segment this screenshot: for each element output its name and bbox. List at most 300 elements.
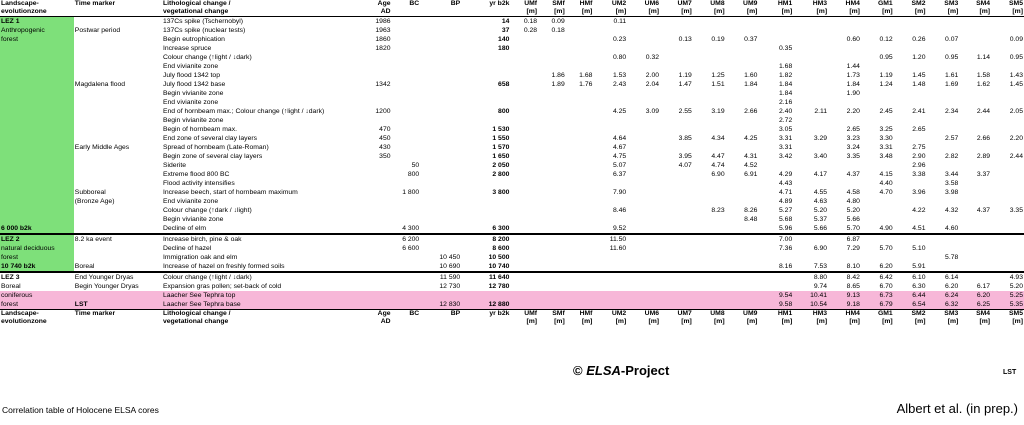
depth-sm2: 6.10 bbox=[894, 272, 927, 282]
depth-hm1: 8.16 bbox=[779, 263, 793, 270]
core-name: SMf bbox=[552, 310, 565, 317]
depth-hm3 bbox=[793, 98, 828, 107]
zone-cell bbox=[0, 71, 74, 80]
depth-hm3: 10.54 bbox=[793, 300, 828, 310]
core-name: UM6 bbox=[644, 0, 660, 7]
depth-hm1: 4.89 bbox=[779, 198, 793, 205]
litho-change-cell: 137Cs spike (Tschernobyl) bbox=[162, 18, 244, 25]
depth-sm4 bbox=[959, 188, 991, 197]
age-bp-cell bbox=[420, 98, 461, 107]
depth-umf bbox=[510, 143, 538, 152]
depth-sm2: 2.65 bbox=[912, 126, 926, 133]
depth-gm1: 3.48 bbox=[879, 153, 893, 160]
age-b2k-cell: 1 530 bbox=[492, 126, 510, 133]
depth-um8: 4.47 bbox=[711, 153, 725, 160]
depth-um2 bbox=[593, 215, 627, 224]
depth-gm1 bbox=[861, 89, 894, 98]
depth-um2 bbox=[593, 89, 627, 98]
depth-hm3: 8.80 bbox=[793, 272, 828, 282]
litho-change-cell: Begin vivianite zone bbox=[162, 117, 224, 124]
age-b2k-cell: 2 050 bbox=[492, 162, 510, 169]
age-ad-cell: 1820 bbox=[375, 45, 391, 52]
depth-gm1: 6.20 bbox=[879, 263, 893, 270]
depth-sm5 bbox=[991, 244, 1024, 253]
depth-sm2: 6.54 bbox=[894, 300, 927, 310]
depth-hm3 bbox=[793, 143, 828, 152]
core-unit: [m] bbox=[1012, 318, 1023, 325]
time-marker-cell bbox=[74, 35, 162, 44]
core-unit: [m] bbox=[914, 318, 926, 325]
footer-core-um6 bbox=[627, 310, 660, 327]
depth-um6 bbox=[627, 244, 660, 253]
age-b2k-cell: 3 800 bbox=[492, 189, 510, 196]
depth-hmf bbox=[566, 188, 594, 197]
depth-umf bbox=[510, 262, 538, 272]
age-ad-cell bbox=[363, 234, 392, 244]
depth-um7: 4.07 bbox=[678, 162, 692, 169]
depth-um9: 4.25 bbox=[744, 135, 758, 142]
depth-smf bbox=[538, 253, 566, 262]
depth-hm1: 0.35 bbox=[779, 45, 793, 52]
depth-hmf bbox=[566, 272, 594, 282]
footer-core-sm3 bbox=[926, 310, 959, 327]
header-core-hm1 bbox=[758, 0, 793, 17]
age-bc-cell bbox=[392, 44, 421, 53]
depth-hm3: 10.41 bbox=[793, 291, 828, 300]
depth-hmf bbox=[566, 35, 594, 44]
depth-um6 bbox=[627, 197, 660, 206]
core-unit: [m] bbox=[816, 318, 828, 325]
depth-um9 bbox=[726, 89, 759, 98]
depth-hm1: 3.31 bbox=[779, 135, 793, 142]
age-bc-cell bbox=[392, 80, 421, 89]
age-b2k-cell: 10 740 bbox=[488, 263, 510, 270]
depth-um2 bbox=[593, 262, 627, 272]
table-row bbox=[0, 125, 1024, 134]
depth-sm4 bbox=[959, 62, 991, 71]
depth-um9 bbox=[726, 26, 759, 35]
depth-um9: 1.84 bbox=[744, 81, 758, 88]
age-bp-cell bbox=[420, 35, 461, 44]
header-litho-change: Lithological change / vegetational change bbox=[162, 0, 363, 17]
header-core-hmf bbox=[566, 0, 594, 17]
depth-sm3: 3.58 bbox=[945, 180, 959, 187]
depth-um7 bbox=[660, 224, 693, 234]
core-name: HM3 bbox=[812, 310, 828, 317]
table-row bbox=[0, 234, 1024, 244]
age-bc-cell bbox=[392, 143, 421, 152]
age-bc-cell bbox=[392, 125, 421, 134]
depth-hm1 bbox=[758, 161, 793, 170]
depth-um8: 1.25 bbox=[711, 72, 725, 79]
litho-change-cell: Spread of hornbeam (Late-Roman) bbox=[162, 144, 269, 151]
depth-um6 bbox=[627, 116, 660, 125]
time-marker-cell bbox=[74, 179, 162, 188]
table-row bbox=[0, 272, 1024, 282]
time-marker-cell: 8.2 ka event bbox=[74, 234, 162, 244]
zone-cell: LEZ 1 bbox=[0, 17, 74, 27]
depth-hm1: 2.16 bbox=[779, 99, 793, 106]
table-row bbox=[0, 161, 1024, 170]
depth-sm2: 6.44 bbox=[894, 291, 927, 300]
depth-um9 bbox=[726, 143, 759, 152]
age-b2k-cell bbox=[461, 215, 510, 224]
depth-um6 bbox=[627, 291, 660, 300]
depth-um7 bbox=[660, 125, 693, 134]
depth-umf bbox=[510, 161, 538, 170]
depth-um8 bbox=[693, 62, 726, 71]
depth-um2: 8.46 bbox=[612, 207, 627, 214]
depth-gm1: 2.45 bbox=[879, 108, 893, 115]
table-row bbox=[0, 188, 1024, 197]
depth-hmf bbox=[566, 17, 594, 27]
depth-hm4: 8.42 bbox=[828, 272, 861, 282]
depth-hm3: 4.17 bbox=[813, 171, 828, 178]
core-unit: [m] bbox=[681, 8, 692, 15]
core-name: SM4 bbox=[976, 310, 991, 317]
depth-sm3: 1.61 bbox=[945, 72, 959, 79]
header-age-bc: BC bbox=[392, 0, 421, 17]
depth-sm5 bbox=[991, 197, 1024, 206]
depth-hm4 bbox=[828, 53, 861, 62]
depth-smf bbox=[538, 179, 566, 188]
core-name: UMf bbox=[524, 310, 538, 317]
footer-core-sm2 bbox=[894, 310, 927, 327]
depth-um7 bbox=[660, 170, 693, 179]
depth-sm5 bbox=[991, 224, 1024, 234]
depth-um6 bbox=[627, 17, 660, 27]
depth-umf bbox=[510, 272, 538, 282]
table-row bbox=[0, 107, 1024, 116]
depth-um7: 1.19 bbox=[678, 72, 692, 79]
depth-um7 bbox=[660, 262, 693, 272]
depth-sm4: 1.14 bbox=[976, 54, 991, 61]
depth-gm1: 1.24 bbox=[879, 81, 893, 88]
depth-sm5 bbox=[991, 17, 1024, 27]
age-b2k-cell bbox=[461, 116, 510, 125]
time-marker-cell bbox=[74, 89, 162, 98]
core-unit: [m] bbox=[554, 318, 565, 325]
depth-sm5: 4.93 bbox=[991, 272, 1024, 282]
litho-change-cell: Increase birch, pine & oak bbox=[162, 234, 363, 244]
age-bc-cell bbox=[392, 262, 421, 272]
depth-sm5: 0.95 bbox=[1009, 54, 1023, 61]
age-ad-cell bbox=[363, 300, 392, 310]
depth-umf bbox=[510, 107, 538, 116]
depth-um8: 0.19 bbox=[711, 36, 725, 43]
depth-sm3 bbox=[926, 116, 959, 125]
table-row bbox=[0, 17, 1024, 27]
litho-change-cell: Expansion gras pollen; set-back of cold bbox=[162, 283, 282, 290]
zone-cell: LEZ 3 bbox=[0, 272, 74, 282]
depth-um7 bbox=[660, 206, 693, 215]
depth-hmf bbox=[566, 197, 594, 206]
depth-hm4: 7.29 bbox=[846, 245, 860, 252]
depth-sm5: 5.25 bbox=[991, 291, 1024, 300]
depth-sm4: 3.37 bbox=[976, 171, 991, 178]
depth-um2 bbox=[593, 300, 627, 310]
core-name: SM2 bbox=[911, 310, 926, 317]
depth-um8 bbox=[693, 26, 726, 35]
zone-cell bbox=[0, 98, 74, 107]
footer-time-marker: Time marker bbox=[74, 310, 162, 327]
core-name: SM4 bbox=[976, 0, 991, 7]
copyright-symbol: © bbox=[573, 363, 583, 378]
header-core-sm2 bbox=[894, 0, 927, 17]
litho-change-cell: July flood 1342 base bbox=[162, 81, 226, 88]
depth-sm4 bbox=[959, 35, 991, 44]
depth-um8 bbox=[693, 215, 726, 224]
depth-sm5: 0.09 bbox=[1009, 36, 1023, 43]
footer-age-bc: BC bbox=[392, 310, 421, 327]
depth-sm5: 5.20 bbox=[1009, 283, 1023, 290]
depth-um6 bbox=[627, 161, 660, 170]
depth-um9 bbox=[726, 262, 759, 272]
depth-umf bbox=[510, 215, 538, 224]
depth-hm1: 2.40 bbox=[779, 108, 793, 115]
depth-um6 bbox=[627, 272, 660, 282]
depth-sm4 bbox=[959, 143, 991, 152]
depth-sm4 bbox=[959, 253, 991, 262]
age-bc-cell bbox=[392, 53, 421, 62]
depth-um2: 0.11 bbox=[613, 18, 627, 25]
age-bp-cell bbox=[420, 134, 461, 143]
table-row bbox=[0, 291, 1024, 300]
zone-cell bbox=[0, 62, 74, 71]
table-row bbox=[0, 116, 1024, 125]
footer-row bbox=[0, 310, 1024, 327]
age-bp-cell bbox=[420, 53, 461, 62]
depth-umf bbox=[510, 125, 538, 134]
depth-hm3: 7.53 bbox=[813, 263, 828, 270]
zone-cell bbox=[0, 107, 74, 116]
depth-sm4 bbox=[959, 26, 991, 35]
age-bc-cell: 4 300 bbox=[402, 225, 420, 232]
depth-sm5 bbox=[991, 262, 1024, 272]
depth-um8: 8.23 bbox=[711, 207, 725, 214]
age-bp-cell bbox=[420, 26, 461, 35]
depth-smf bbox=[538, 53, 566, 62]
depth-sm4: 6.25 bbox=[959, 300, 991, 310]
depth-smf bbox=[538, 98, 566, 107]
depth-gm1: 3.30 bbox=[879, 135, 893, 142]
depth-um7 bbox=[660, 53, 693, 62]
depth-sm2 bbox=[894, 26, 927, 35]
header-core-um6 bbox=[627, 0, 660, 17]
depth-smf bbox=[538, 282, 566, 291]
header-core-um8 bbox=[693, 0, 726, 17]
depth-sm5: 3.35 bbox=[1009, 207, 1023, 214]
zone-cell: Anthropogenic bbox=[0, 26, 74, 35]
depth-um6: 2.00 bbox=[645, 72, 660, 79]
depth-um2: 4.64 bbox=[612, 135, 627, 142]
depth-umf: 0.18 bbox=[523, 18, 538, 25]
depth-hm3 bbox=[793, 89, 828, 98]
depth-hm4: 1.90 bbox=[846, 90, 860, 97]
depth-smf bbox=[538, 170, 566, 179]
depth-hm4: 4.58 bbox=[846, 189, 860, 196]
depth-sm3: 6.24 bbox=[926, 291, 959, 300]
litho-change-cell: Siderite bbox=[162, 162, 186, 169]
depth-sm3: 4.60 bbox=[945, 225, 959, 232]
depth-um7 bbox=[660, 215, 693, 224]
depth-um9: 0.37 bbox=[744, 36, 758, 43]
time-marker-cell bbox=[74, 244, 162, 253]
depth-um6 bbox=[627, 98, 660, 107]
age-b2k-cell bbox=[461, 206, 510, 215]
header-core-um9 bbox=[726, 0, 759, 17]
age-bp-cell bbox=[420, 143, 461, 152]
depth-sm4 bbox=[959, 179, 991, 188]
core-unit: [m] bbox=[681, 318, 692, 325]
depth-um7 bbox=[660, 44, 693, 53]
depth-hm4 bbox=[828, 253, 861, 262]
depth-hm3 bbox=[793, 179, 828, 188]
depth-hmf bbox=[566, 291, 594, 300]
zone-cell bbox=[0, 134, 74, 143]
depth-umf: 0.28 bbox=[523, 27, 538, 34]
litho-change-cell: Colour change (↑light / ↓dark) bbox=[162, 272, 363, 282]
age-bp-cell bbox=[420, 234, 461, 244]
depth-um2: 0.80 bbox=[612, 54, 627, 61]
depth-hm1: 3.31 bbox=[779, 144, 793, 151]
depth-um9 bbox=[726, 116, 759, 125]
depth-sm5 bbox=[991, 116, 1024, 125]
depth-um6 bbox=[627, 125, 660, 134]
depth-um6 bbox=[627, 170, 660, 179]
core-name: UMf bbox=[524, 0, 538, 7]
age-b2k-cell: 800 bbox=[498, 108, 510, 115]
age-bc-cell: 50 bbox=[411, 162, 420, 169]
depth-um7: 1.47 bbox=[678, 81, 692, 88]
depth-um7 bbox=[660, 89, 693, 98]
table-row bbox=[0, 262, 1024, 272]
depth-sm5 bbox=[991, 26, 1024, 35]
depth-hm4: 4.80 bbox=[846, 198, 860, 205]
age-ad-cell bbox=[363, 244, 392, 253]
depth-um7 bbox=[660, 116, 693, 125]
age-b2k-cell bbox=[461, 62, 510, 71]
age-ad-cell bbox=[363, 53, 392, 62]
depth-hm3: 5.20 bbox=[813, 207, 828, 214]
depth-hm3 bbox=[793, 53, 828, 62]
depth-um8 bbox=[693, 179, 726, 188]
depth-um6 bbox=[627, 300, 660, 310]
depth-hm3: 5.66 bbox=[813, 225, 828, 232]
depth-hm3 bbox=[793, 125, 828, 134]
depth-hmf bbox=[566, 89, 594, 98]
depth-sm2: 2.90 bbox=[912, 153, 926, 160]
age-ad-cell: 1342 bbox=[375, 81, 391, 88]
copyright-notice bbox=[573, 363, 669, 378]
depth-hm4: 1.84 bbox=[846, 81, 860, 88]
time-marker-cell bbox=[74, 62, 162, 71]
depth-sm5: 5.35 bbox=[991, 300, 1024, 310]
core-name: HM4 bbox=[845, 310, 860, 317]
core-name: UM2 bbox=[611, 310, 627, 317]
litho-change-cell: 137Cs spike (nuclear tests) bbox=[162, 27, 246, 34]
depth-sm5 bbox=[991, 234, 1024, 244]
time-marker-cell bbox=[74, 53, 162, 62]
depth-smf bbox=[538, 107, 566, 116]
age-ad-cell bbox=[363, 98, 392, 107]
age-bc-cell bbox=[392, 98, 421, 107]
depth-hmf bbox=[566, 134, 594, 143]
core-unit: [m] bbox=[947, 318, 959, 325]
depth-hm4: 8.10 bbox=[846, 263, 860, 270]
age-bp-cell bbox=[420, 188, 461, 197]
zone-cell bbox=[0, 125, 74, 134]
depth-um9: 4.52 bbox=[744, 162, 758, 169]
age-b2k-cell bbox=[461, 197, 510, 206]
depth-smf bbox=[538, 262, 566, 272]
age-ad-cell: 350 bbox=[379, 153, 391, 160]
depth-um2: 4.67 bbox=[612, 144, 627, 151]
core-name: SM5 bbox=[1009, 310, 1023, 317]
depth-hmf bbox=[566, 262, 594, 272]
depth-um8 bbox=[693, 125, 726, 134]
depth-hmf bbox=[566, 170, 594, 179]
depth-hm4: 1.73 bbox=[846, 72, 860, 79]
zone-cell bbox=[0, 179, 74, 188]
age-b2k-cell: 140 bbox=[498, 36, 510, 43]
age-ad-cell bbox=[363, 262, 392, 272]
depth-sm4 bbox=[959, 98, 991, 107]
depth-hm4: 2.65 bbox=[846, 126, 860, 133]
table-row bbox=[0, 300, 1024, 310]
core-unit: [m] bbox=[581, 8, 593, 15]
table-row bbox=[0, 282, 1024, 291]
table-row bbox=[0, 206, 1024, 215]
age-ad-cell: 470 bbox=[379, 126, 391, 133]
depth-um9 bbox=[726, 253, 759, 262]
depth-gm1: 4.40 bbox=[879, 180, 893, 187]
depth-sm5 bbox=[991, 125, 1024, 134]
age-bc-cell: 6 200 bbox=[392, 234, 421, 244]
depth-um2 bbox=[593, 291, 627, 300]
depth-gm1: 6.79 bbox=[861, 300, 894, 310]
depth-hmf bbox=[566, 224, 594, 234]
zone-cell bbox=[0, 170, 74, 179]
age-ad-cell bbox=[363, 215, 392, 224]
core-unit: [m] bbox=[849, 8, 860, 15]
depth-hmf: 1.68 bbox=[579, 72, 593, 79]
age-ad-cell bbox=[363, 161, 392, 170]
depth-sm2: 1.48 bbox=[912, 81, 926, 88]
depth-sm4 bbox=[959, 161, 991, 170]
depth-sm2 bbox=[894, 179, 927, 188]
depth-sm3: 6.14 bbox=[926, 272, 959, 282]
time-marker-cell bbox=[74, 107, 162, 116]
depth-sm2 bbox=[894, 253, 927, 262]
depth-sm4: 6.20 bbox=[959, 291, 991, 300]
depth-gm1 bbox=[861, 98, 894, 107]
depth-sm3: 6.20 bbox=[945, 283, 959, 290]
depth-um8 bbox=[693, 234, 726, 244]
depth-hm3 bbox=[793, 161, 828, 170]
depth-hm3 bbox=[793, 234, 828, 244]
age-ad-cell: 1200 bbox=[375, 108, 391, 115]
depth-um2 bbox=[593, 98, 627, 107]
depth-hm4 bbox=[828, 161, 861, 170]
zone-cell: coniferous bbox=[0, 291, 74, 300]
litho-change-cell: Decline of hazel bbox=[162, 245, 212, 252]
depth-hm4: 6.87 bbox=[828, 234, 861, 244]
core-name: UM6 bbox=[644, 310, 660, 317]
age-ad-cell bbox=[363, 188, 392, 197]
age-bc-cell: 800 bbox=[407, 171, 420, 178]
depth-um8 bbox=[693, 197, 726, 206]
